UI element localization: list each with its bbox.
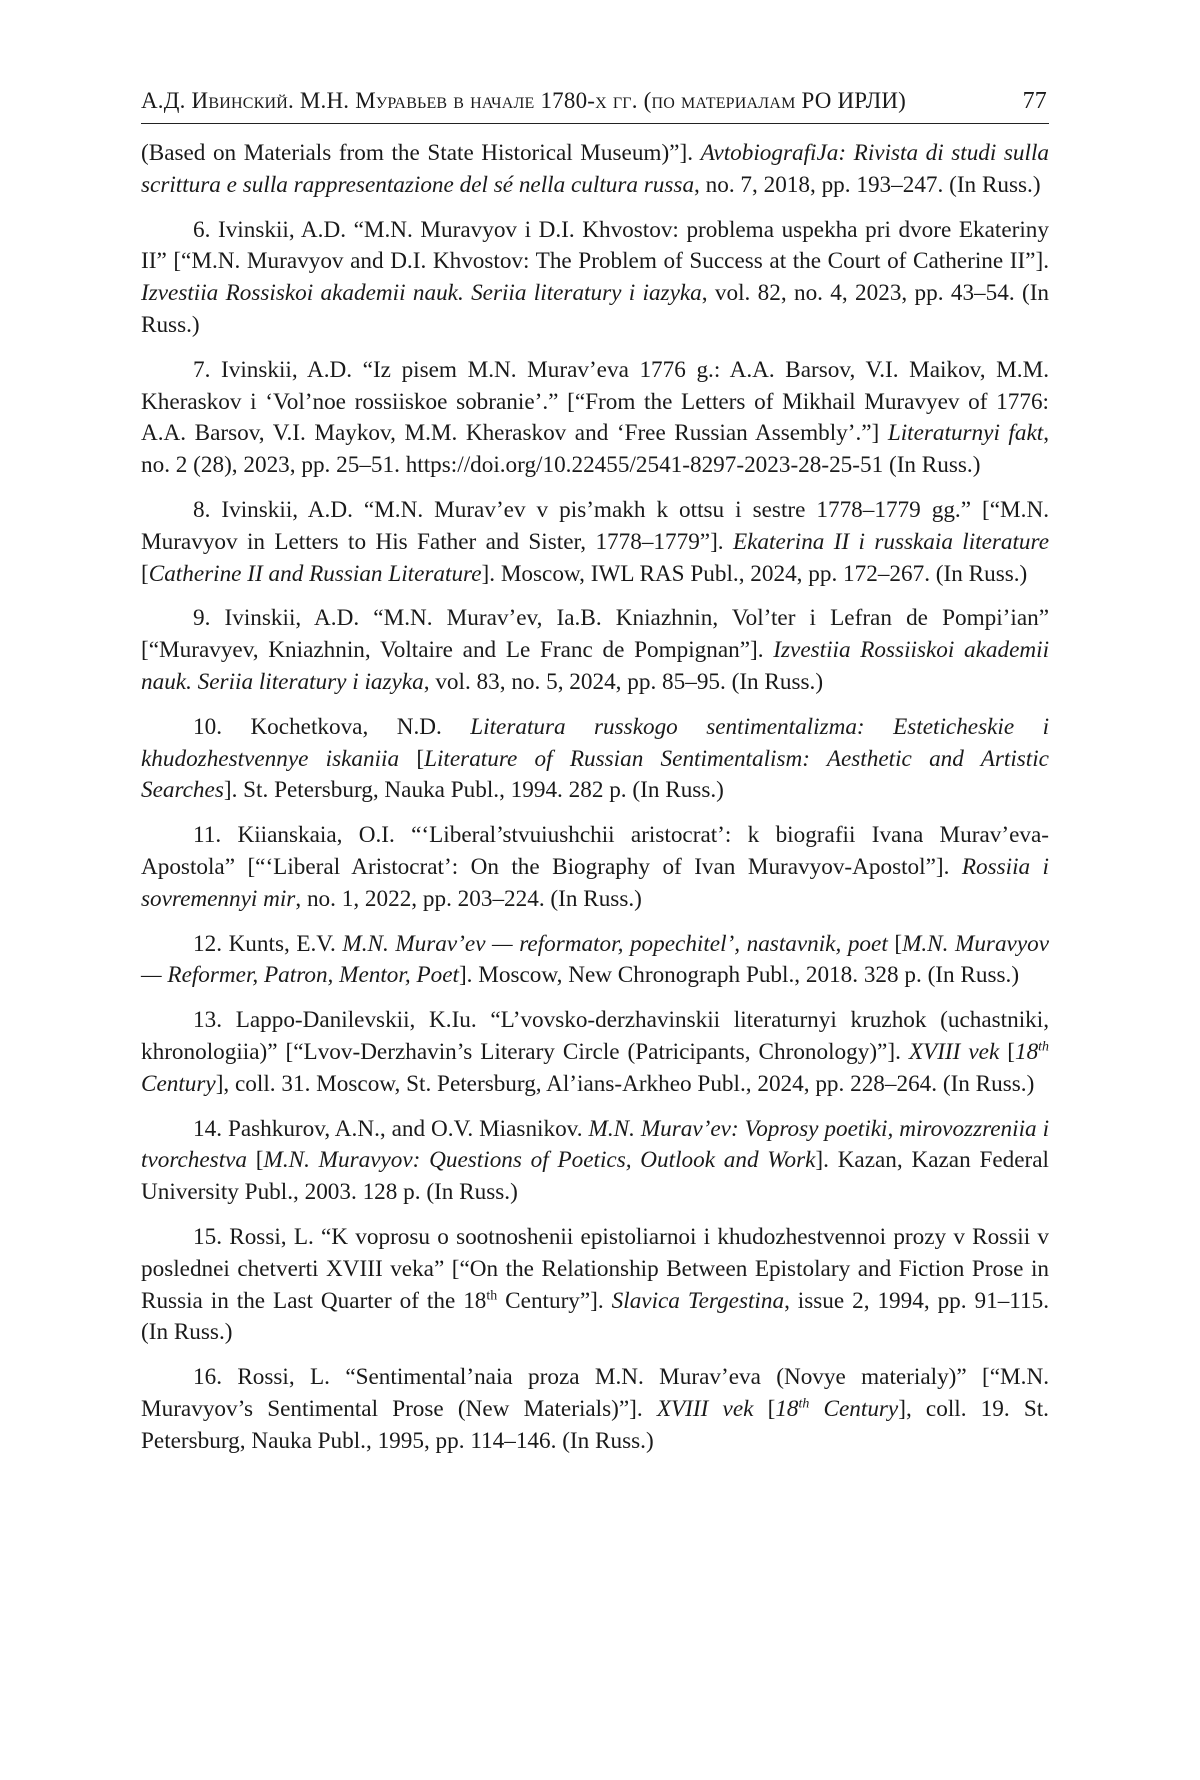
italic-text: Literature of Russian Sentimentalism: Aesthetic and Artistic Searches — [141, 745, 1049, 804]
reference-entry — [141, 1222, 1049, 1349]
italic-text: Century — [809, 1395, 899, 1422]
reference-text: [ — [247, 1147, 264, 1174]
reference-text: [ — [753, 1395, 776, 1422]
reference-text: Lappo-Danilevskii, K.Iu. “L’vovsko-derzhavinskii literaturnyi kruzhok (uchastniki, khronologiia)” [“Lvov-Derzhavin’s Literary Circle (Patricipants, Chronology)”]. — [141, 1007, 1049, 1065]
reference-entry — [141, 495, 1049, 590]
italic-text: XVIII vek — [656, 1395, 754, 1422]
reference-text: ]. Moscow, IWL RAS Publ., 2024, pp. 172–267. (In Russ.) — [481, 560, 1028, 587]
reference-text: [ — [141, 560, 149, 587]
reference-number: 16. — [193, 1364, 222, 1391]
italic-text: Izvestiia Rossiiskoi akademii nauk. Seriia literatury i iazyka — [141, 637, 1050, 695]
reference-number: 8. — [193, 496, 211, 523]
reference-number: 9. — [193, 605, 211, 632]
reference-text: Pashkurov, A.N., and O.V. Miasnikov. — [227, 1115, 589, 1142]
reference-list — [141, 138, 1049, 1457]
reference-text: ]. St. Petersburg, Nauka Publ., 1994. 282 p. (In Russ.) — [223, 777, 724, 804]
italic-text: Rossiia i sovremennyi mir — [141, 853, 1049, 912]
reference-text: Century”]. — [497, 1287, 612, 1314]
reference-text: ]. Kazan, Kazan Federal University Publ., 2003. 128 p. (In Russ.) — [141, 1147, 1049, 1206]
reference-text: Ivinskii, A.D. “M.N. Murav’ev v pis’makh k ottsu i sestre 1778–1779 gg.” [“M.N. Muravyov in Letters to His Father and Sister, 1778–1779”]. — [141, 496, 1049, 555]
reference-text: , issue 2, 1994, pp. 91–115. (In Russ.) — [141, 1287, 1050, 1346]
italic-text: M.N. Murav’ev — reformator, popechitel’, nastavnik, poet — [342, 930, 888, 957]
reference-text: [ — [399, 745, 425, 772]
superscript: th — [486, 1287, 498, 1303]
italic-text: M.N. Muravyov: Questions of Poetics, Outlook and Work — [263, 1147, 816, 1174]
reference-text: ], coll. 31. Moscow, St. Petersburg, Al’ians-Arkheo Publ., 2024, pp. 228–264. (In Russ.) — [215, 1070, 1035, 1097]
reference-entry — [141, 138, 1049, 202]
running-head — [141, 88, 1049, 124]
reference-text: ]. Moscow, New Chronograph Publ., 2018. 328 p. (In Russ.) — [458, 962, 1020, 989]
reference-text: Ivinskii, A.D. “Iz pisem M.N. Murav’eva 1776 g.: A.A. Barsov, V.I. Maikov, M.M. Kheraskov i ‘Vol’noe rossiiskoe sobranie’.” [“From the Letters of Mikhail Muravyev of 1776: A.A. Barsov, V.I. Maykov, M.M. Kheraskov and ‘Free Russian Assembly’.”] — [141, 356, 1049, 447]
running-head-title: А.Д. Ивинский. М.Н. Муравьев в начале 1780-х гг. (по материалам РО ИРЛИ) — [141, 88, 907, 113]
italic-text: Izvestiia Rossiskoi akademii nauk. Seriia literatury i iazyka — [141, 280, 702, 307]
reference-number: 11. — [193, 822, 222, 849]
reference-text: , no. 1, 2022, pp. 203–224. (In Russ.) — [295, 885, 642, 912]
reference-text: , no. 2 (28), 2023, pp. 25–51. https://doi.org/10.22455/2541-8297-2023-28-25-51 (In Russ.) — [141, 420, 1049, 479]
reference-text: (Based on Materials from the State Historical Museum)”]. — [141, 140, 701, 166]
reference-number: 14. — [193, 1115, 222, 1142]
reference-text: , no. 7, 2018, pp. 193–247. (In Russ.) — [694, 171, 1041, 198]
reference-text: Ivinskii, A.D. “M.N. Murav’ev, Ia.B. Kniazhnin, Vol’ter i Lefran de Pompi’ian” [“Muravyev, Kniazhnin, Voltaire and Le Franc de Pompignan”]. — [141, 605, 1050, 664]
reference-entry — [141, 1005, 1049, 1100]
reference-entry — [141, 603, 1049, 698]
reference-entry — [141, 712, 1049, 807]
reference-entry — [141, 215, 1049, 342]
reference-text: Rossi, L. “K voprosu o sootnoshenii epistoliarnoi i khudozhestvennoi prozy v Rossii v poslednei chetverti XVIII veka” [“On the Relationship Between Epistolary and Fiction Prose in Russia in the Last Quarter of the 18 — [141, 1223, 1050, 1314]
italic-text: Literatura russkogo sentimentalizma: Esteticheskie i khudozhestvennye iskaniia — [141, 713, 1050, 772]
italic-text: AvtobiografiJa: Rivista di studi sulla scrittura e sulla rappresentazione del sé nella cultura russa — [141, 140, 1049, 198]
reference-entry — [141, 929, 1049, 993]
reference-number: 6. — [193, 216, 211, 243]
reference-text: , vol. 82, no. 4, 2023, pp. 43–54. (In Russ.) — [141, 280, 1050, 338]
reference-number: 12. — [193, 930, 222, 957]
reference-entry — [141, 1114, 1049, 1209]
reference-entry — [141, 355, 1049, 482]
italic-text: Literaturnyi fakt — [887, 420, 1044, 447]
italic-text: M.N. Muravyov — Reformer, Patron, Mentor, Poet — [141, 930, 1050, 989]
superscript: th — [798, 1396, 810, 1412]
page-number: 77 — [1022, 88, 1047, 114]
reference-entry — [141, 1362, 1049, 1457]
italic-text: 18 — [1014, 1038, 1039, 1065]
italic-text: XVIII vek — [908, 1038, 1000, 1065]
reference-text: [ — [887, 930, 903, 957]
superscript: th — [1038, 1039, 1049, 1055]
page — [141, 88, 1049, 1470]
reference-text: Kochetkova, N.D. — [250, 713, 471, 740]
reference-number: 7. — [193, 356, 211, 383]
italic-text: 18 — [775, 1395, 799, 1422]
reference-text: Ivinskii, A.D. “M.N. Muravyov i D.I. Khvostov: problema uspekha pri dvore Ekateriny II” [“M.N. Muravyov and D.I. Khvostov: The Problem of Success at the Court of Catherine II”]. — [141, 216, 1049, 275]
reference-text: Kiianskaia, O.I. “‘Liberal’stvuiushchii aristocrat’: k biografii Ivana Murav’eva-Apostola” [“‘Liberal Aristocrat’: On the Biography of Ivan Muravyov-Apostol”]. — [141, 822, 1049, 880]
reference-number: 13. — [193, 1007, 222, 1034]
italic-text: Catherine II and Russian Literature — [148, 560, 482, 587]
reference-number: 10. — [193, 713, 222, 740]
reference-text: Rossi, L. “Sentimental’naia proza M.N. Murav’eva (Novye materialy)” [“M.N. Muravyov’s Sentimental Prose (New Materials)”]. — [141, 1364, 1049, 1422]
reference-text: Kunts, E.V. — [228, 930, 343, 957]
italic-text: Century — [141, 1070, 216, 1097]
italic-text: Ekaterina II i russkaia literature — [732, 528, 1049, 555]
italic-text: Slavica Tergestina — [611, 1287, 785, 1314]
reference-text: , vol. 83, no. 5, 2024, pp. 85–95. (In Russ.) — [423, 668, 824, 695]
italic-text: M.N. Murav’ev: Voprosy poetiki, mirovozzreniia i tvorchestva — [141, 1115, 1050, 1174]
reference-number: 15. — [193, 1223, 222, 1250]
reference-text: [ — [999, 1038, 1015, 1065]
reference-entry — [141, 820, 1049, 915]
reference-text: ], coll. 19. St. Petersburg, Nauka Publ., 1995, pp. 114–146. (In Russ.) — [141, 1395, 1049, 1454]
